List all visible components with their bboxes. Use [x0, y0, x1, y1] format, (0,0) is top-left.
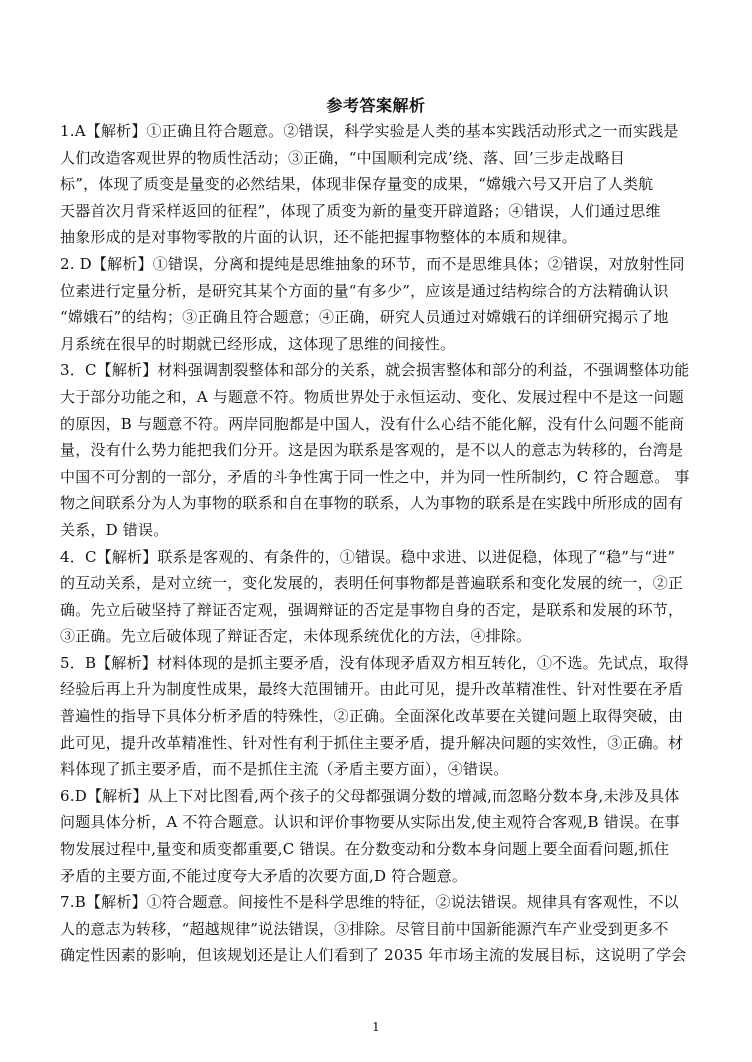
answer-paragraph-3	[60, 357, 696, 543]
text-line: 的原因，B 与题意不符。两岸同胞都是中国人，没有什么心结不能化解，没有什么问题不能商	[60, 414, 685, 433]
answer-paragraph-4	[60, 544, 696, 650]
text-line: 普遍性的指导下具体分析矛盾的特殊性，②正确。全面深化改革要在关键问题上取得突破，由	[60, 707, 684, 726]
text-line: 抽象形成的是对事物零散的片面的认识，还不能把握事物整体的本质和规律。	[60, 228, 577, 247]
text-line: 物发展过程中,量变和质变都重要,C 错误。在分数变动和分数本身问题上要全面看问题,抓住	[60, 840, 670, 859]
text-line: 6.D【解析】从上下对比图看,两个孩子的父母都强调分数的增减,而忽略分数本身,未涉及具体	[60, 786, 680, 805]
page-number: 1	[372, 1020, 380, 1034]
text-line: 1.A【解析】①正确且符合题意。②错误，科学实验是人类的基本实践活动形式之一而实践是	[60, 122, 679, 140]
text-line: 月系统在很早的时期就已经形成，这体现了思维的间接性。	[60, 334, 456, 353]
text-line: 大于部分功能之和，A 与题意不符。物质世界处于永恒运动、变化、发展过程中不是这一问题	[60, 387, 685, 406]
answer-paragraph-6	[60, 783, 696, 889]
text-line: 量，没有什么势力能把我们分开。这是因为联系是客观的，是不以人的意志为转移的，台湾是	[60, 441, 684, 460]
text-line: 人们改造客观世界的物质性活动；③正确，“中国顺利完成’绕、落、回’三步走战略目	[60, 148, 626, 167]
answer-paragraph-2	[60, 251, 696, 357]
answer-paragraph-5	[60, 650, 696, 783]
page-title: 参考答案解析	[326, 96, 426, 115]
text-line: 此可见，提升改革精准性、针对性有利于抓住主要矛盾，提升解决问题的实效性，③正确。材	[60, 733, 684, 752]
answer-body	[60, 118, 696, 969]
text-line: 3．C【解析】材料强调割裂整体和部分的关系，就会损害整体和部分的利益，不强调整体功能	[60, 361, 690, 380]
text-line: 经验后再上升为制度性成果，最终大范围铺开。由此可见，提升改革精准性、针对性要在矛盾	[60, 680, 684, 699]
answer-paragraph-7	[60, 889, 696, 969]
text-line: 物之间联系分为人为事物的联系和自在事物的联系，人为事物的联系是在实践中所形成的固有	[60, 494, 684, 513]
text-line: 标”，体现了质变是量变的必然结果，体现非保存量变的成果，“嫦娥六号又开启了人类航	[60, 175, 654, 194]
text-line: 中国不可分割的一部分，矛盾的斗争性寓于同一性之中，并为同一性所制约，C 符合题意。 事	[60, 467, 690, 486]
answer-paragraph-1	[60, 118, 696, 251]
text-line: “嫦娥石”的结构；③正确且符合题意；④正确，研究人员通过对嫦娥石的详细研究揭示了地	[60, 308, 669, 327]
text-line: 问题具体分析，A 不符合题意。认识和评价事物要从实际出发,使主观符合客观,B 错误。在事	[60, 813, 680, 832]
text-line: 矛盾的主要方面,不能过度夸大矛盾的次要方面,D 符合题意。	[60, 866, 468, 885]
text-line: 确定性因素的影响，但该规划还是让人们看到了 2035 年市场主流的发展目标，这说明了学会	[60, 946, 687, 965]
text-line: 4．C【解析】联系是客观的、有条件的，①错误。稳中求进、以进促稳，体现了“稳”与“进”	[60, 547, 676, 566]
text-line: 关系，D 错误。	[60, 520, 169, 539]
text-line: 2. D【解析】①错误，分离和提纯是思维抽象的环节，而不是思维具体；②错误，对放射性同	[60, 254, 685, 273]
text-line: 料体现了抓主要矛盾，而不是抓住主流（矛盾主要方面），④错误。	[60, 760, 509, 779]
text-line: 位素进行定量分析，是研究其某个方面的量“有多少”，应该是通过结构综合的方法精确认识	[60, 281, 669, 300]
text-line: 天器首次月背采样返回的征程”，体现了质变为新的量变开辟道路；④错误，人们通过思维	[60, 201, 661, 220]
text-line: 人的意志为转移，“超越规律”说法错误，③排除。尽管目前中国新能源汽车产业受到更多不	[60, 919, 669, 938]
text-line: ③正确。先立后破体现了辩证否定，未体现系统优化的方法，④排除。	[60, 627, 532, 646]
text-line: 确。先立后破坚持了辩证否定观，强调辩证的否定是事物自身的否定，是联系和发展的环节，	[60, 600, 684, 619]
text-line: 的互动关系，是对立统一，变化发展的，表明任何事物都是普遍联系和变化发展的统一，②正	[60, 574, 684, 593]
text-line: 5．B【解析】材料体现的是抓主要矛盾，没有体现矛盾双方相互转化，①不选。先试点，取得	[60, 653, 689, 672]
text-line: 7.B【解析】①符合题意。间接性不是科学思维的特征，②说法错误。规律具有客观性，不以	[60, 893, 679, 912]
